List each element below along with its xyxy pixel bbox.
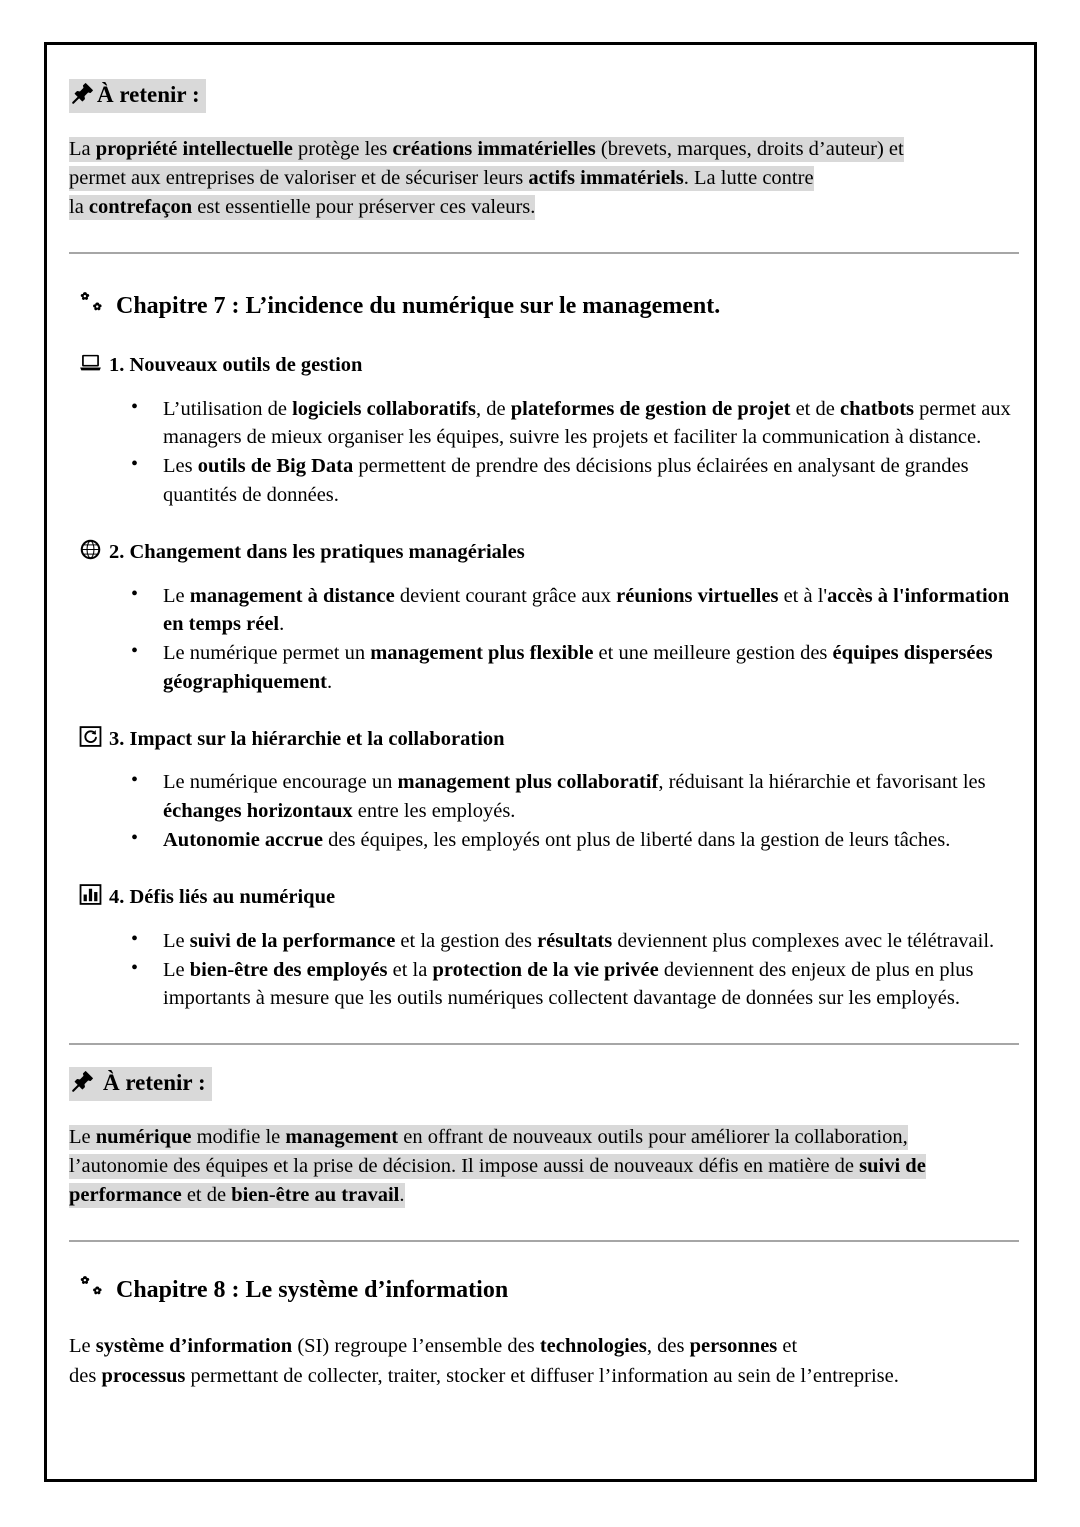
bold-term: performance (69, 1183, 182, 1206)
text-run: et une meilleure gestion des (593, 642, 833, 665)
bold-term: réunions virtuelles (616, 584, 779, 607)
text-run: protège les (292, 137, 393, 160)
text-run: et la (387, 959, 433, 982)
bold-term: créations immatérielles (392, 137, 596, 160)
pushpin-icon (71, 81, 95, 105)
section-title: 2. Changement dans les pratiques managériales (109, 541, 525, 564)
text-run: , de (475, 397, 511, 420)
text-run: Le (163, 929, 190, 952)
bar-chart-box-icon (79, 883, 102, 906)
bullet-list-4 (69, 927, 1012, 1013)
text-run: modifie le (191, 1125, 286, 1148)
bold-term: management plus collaboratif (397, 771, 659, 794)
divider-1 (69, 252, 1019, 254)
bold-term: numérique (95, 1125, 192, 1148)
bold-term: management à distance (189, 584, 395, 607)
bold-term: chatbots (839, 397, 915, 420)
text-run: . (279, 612, 285, 635)
document-content (47, 45, 1034, 1391)
bold-term: bien-être des employés (189, 959, 388, 982)
bold-term: protection de la vie privée (432, 959, 659, 982)
text-line (69, 1123, 989, 1152)
chapter-8-title: Chapitre 8 : Le système d’information (116, 1276, 509, 1303)
text-run: Le (163, 959, 190, 982)
section-heading-4 (79, 883, 1012, 911)
highlight-span (69, 195, 535, 220)
text-run: (SI) regroupe l’ensemble des (292, 1335, 540, 1358)
text-run: entre les employés. (352, 799, 516, 822)
text-run: Le numérique permet un (163, 642, 371, 665)
text-run: L’utilisation de (163, 397, 293, 420)
bold-term: bien-être au travail (231, 1183, 400, 1206)
text-run: Le numérique encourage un (163, 771, 398, 794)
sections-container (69, 351, 1012, 1013)
list-item (125, 927, 1012, 955)
text-run: deviennent des enjeux de plus en plus importants à mesure que les outils numériques collectent davantage de données sur les employés. (163, 959, 974, 1010)
text-run: permet aux entreprises de valoriser et de sécuriser leurs (69, 166, 529, 189)
section-heading-1 (79, 351, 1012, 379)
chapter-7-title: Chapitre 7 : L’incidence du numérique sur le management. (116, 293, 721, 320)
text-run: l’autonomie des équipes et la prise de décision. Il impose aussi de nouveaux défis en matière de (69, 1154, 860, 1177)
text-run: . (399, 1183, 405, 1206)
bold-term: résultats (537, 929, 613, 952)
bullet-list-1 (69, 395, 1012, 509)
highlight-span (69, 166, 814, 191)
section-title: 1. Nouveaux outils de gestion (109, 354, 363, 377)
a-retenir-body-2 (69, 1123, 989, 1210)
a-retenir-heading-1 (69, 79, 206, 113)
text-run: La (69, 137, 96, 160)
text-run: Le (69, 1125, 96, 1148)
bold-term: suivi de (859, 1154, 926, 1177)
text-run: Les (163, 455, 198, 478)
a-retenir-label-2: À retenir : (103, 1069, 206, 1095)
bold-term: logiciels collaboratifs (292, 397, 476, 420)
bold-term: accès à l'information en temps réel (163, 584, 1010, 635)
text-run: devient courant grâce aux (394, 584, 617, 607)
text-run: la (69, 195, 89, 218)
bold-term: management (285, 1125, 399, 1148)
document-page (44, 42, 1037, 1482)
text-run: est essentielle pour préserver ces valeurs. (192, 195, 536, 218)
text-run: permettent de prendre des décisions plus éclairées en analysant de grandes quantités de données. (163, 455, 969, 506)
list-item (125, 395, 1012, 452)
text-run: et (777, 1335, 798, 1358)
divider-2 (69, 1043, 1019, 1045)
text-run: deviennent plus complexes avec le télétravail. (612, 929, 995, 952)
bold-term: technologies (539, 1335, 647, 1358)
text-run: . (327, 670, 333, 693)
divider-3 (69, 1240, 1019, 1242)
bold-term: système d’information (95, 1335, 293, 1358)
list-item (125, 826, 1012, 854)
pushpin-icon (71, 1069, 95, 1093)
text-run: Le (163, 584, 190, 607)
text-line (69, 193, 989, 222)
bullet-list-3 (69, 768, 1012, 854)
list-item (125, 768, 1012, 825)
text-run: et la gestion des (395, 929, 538, 952)
bold-term: plateformes de gestion de projet (510, 397, 791, 420)
list-item (125, 639, 1012, 696)
text-run: (brevets, marques, droits d’auteur) et (595, 137, 904, 160)
section-heading-3 (79, 725, 1012, 753)
bold-term: outils de Big Data (197, 455, 354, 478)
text-line (69, 164, 989, 193)
text-line (69, 1181, 989, 1210)
text-run: et de (181, 1183, 232, 1206)
list-item (125, 452, 1012, 509)
text-run: permet aux managers de mieux organiser les équipes, suivre les projets et faciliter la communication à distance. (163, 397, 1011, 449)
bold-term: échanges horizontaux (163, 799, 353, 822)
bullet-list-2 (69, 582, 1012, 696)
text-run: Le (69, 1335, 96, 1358)
puzzle-pieces-icon (79, 1274, 106, 1301)
text-line (69, 1152, 989, 1181)
text-line (69, 1332, 1012, 1362)
text-run: des (69, 1364, 102, 1387)
bold-term: personnes (689, 1335, 778, 1358)
chapter-8-paragraph (69, 1332, 1012, 1391)
globe-icon (79, 538, 102, 561)
highlight-span (69, 137, 904, 162)
list-item (125, 582, 1012, 639)
text-run: . La lutte contre (683, 166, 814, 189)
bold-term: processus (101, 1364, 186, 1387)
refresh-box-icon (79, 725, 102, 748)
text-run: , réduisant la hiérarchie et favorisant les (658, 771, 986, 794)
section-heading-2 (79, 538, 1012, 566)
chapter-7-heading (79, 290, 1012, 322)
section-title: 3. Impact sur la hiérarchie et la collaboration (109, 727, 505, 750)
text-line (69, 1362, 1012, 1392)
chapter-8-heading (79, 1274, 1012, 1306)
text-run: et de (790, 397, 840, 420)
bold-term: suivi de la performance (189, 929, 396, 952)
bold-term: Autonomie accrue (163, 829, 323, 851)
text-run: et à l' (778, 584, 828, 607)
highlight-span (69, 1183, 405, 1208)
puzzle-pieces-icon (79, 290, 106, 317)
laptop-icon (79, 351, 102, 374)
section-title: 4. Défis liés au numérique (109, 886, 336, 909)
a-retenir-body-1 (69, 135, 989, 222)
text-run: des équipes, les employés ont plus de liberté dans la gestion de leurs tâches. (322, 829, 951, 851)
highlight-span (69, 1125, 908, 1150)
text-run: en offrant de nouveaux outils pour améliorer la collaboration, (398, 1125, 908, 1148)
bold-term: management plus flexible (370, 642, 594, 665)
a-retenir-heading-2 (69, 1067, 212, 1101)
text-run: permettant de collecter, traiter, stocker et diffuser l’information au sein de l’entreprise. (185, 1364, 899, 1387)
highlight-span (69, 1154, 926, 1179)
bold-term: équipes dispersées géographiquement (163, 642, 993, 693)
text-line (69, 135, 989, 164)
text-run: , des (646, 1335, 690, 1358)
bold-term: actifs immatériels (528, 166, 684, 189)
list-item (125, 956, 1012, 1013)
bold-term: contrefaçon (88, 195, 193, 218)
a-retenir-label-1: À retenir : (97, 82, 200, 107)
bold-term: propriété intellectuelle (95, 137, 293, 160)
